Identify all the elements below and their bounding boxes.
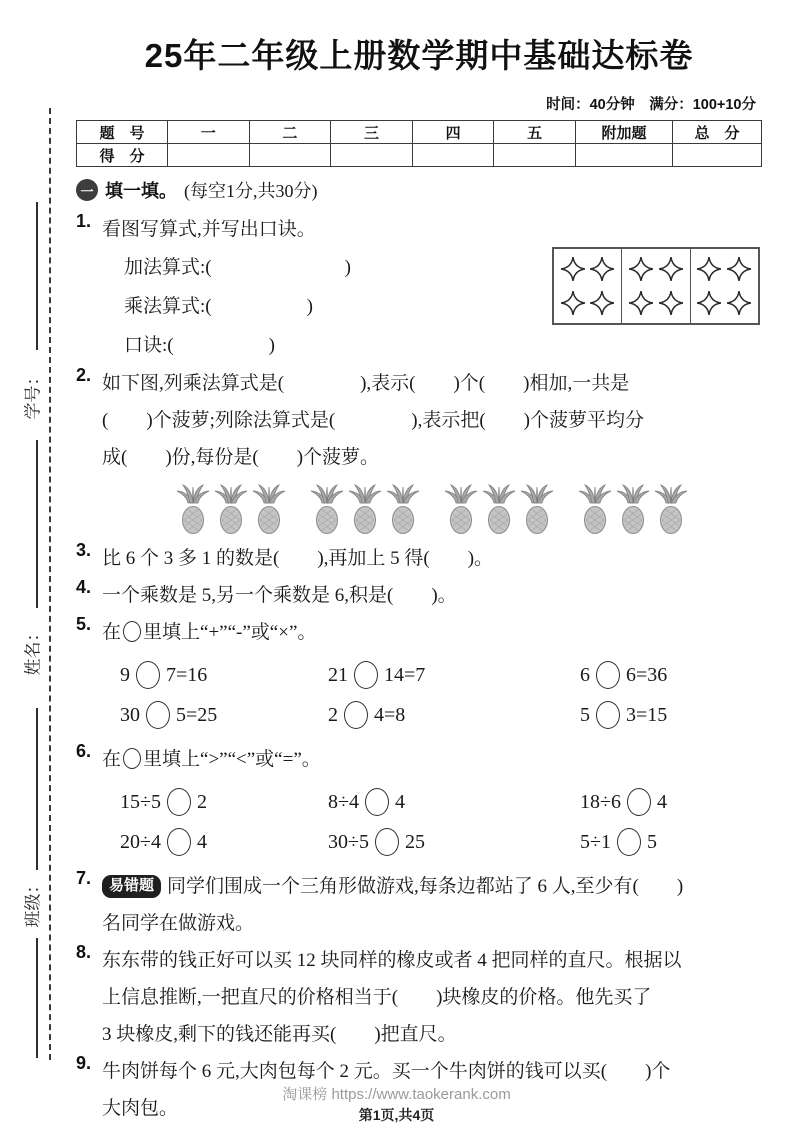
sparkle-star-icon [696,289,722,317]
seal-dashed-line [49,108,51,1060]
question-9-line2: 大肉包。 [102,1098,179,1119]
question-1-text: 看图写算式,并写出口诀。 [102,219,316,240]
time-score-meta: 时间：40分钟 满分：100+10分 [546,97,756,113]
question-1-number: 1. [76,211,92,231]
sparkle-star-icon [560,255,586,283]
eq-left: 5÷1 [580,830,611,853]
blank-circle-icon [136,661,160,689]
question-8-number: 8. [76,942,92,962]
seal-write-line [36,202,38,350]
question-8-line2: 上信息推断,一把直尺的价格相当于( )块橡皮的价格。他先买了 [102,987,652,1008]
class-label: 班级： [23,876,43,928]
page-title: 25年二年级上册数学期中基础达标卷 [144,37,694,74]
question-4 [76,577,762,614]
seal-strip [0,0,60,1133]
blank-circle-icon [146,701,170,729]
question-5-number: 5. [76,614,92,634]
q2-pineapple-diagram [102,482,762,538]
eq-left: 8÷4 [328,790,359,813]
section-1-header [76,177,762,203]
blank-circle-icon [365,788,389,816]
col-question-1: 一 [168,121,250,144]
question-3-text: 比 6 个 3 多 1 的数是( ),再加上 5 得( )。 [102,548,494,569]
sparkle-star-icon [628,255,654,283]
pineapple-icon [577,482,613,538]
blank-circle-icon [596,661,620,689]
score-table-score-row [77,144,762,167]
pineapple-icon [385,482,421,538]
equation [328,828,580,856]
question-8-line3: 3 块橡皮,剩下的钱还能再买( )把直尺。 [102,1024,457,1045]
blank-circle-icon [123,748,141,769]
eq-left: 2 [328,703,338,726]
eq-left: 6 [580,663,590,686]
question-6-number: 6. [76,741,92,761]
pineapple-icon [213,482,249,538]
eq-right: 14=7 [384,663,426,686]
q6-text-pre: 在 [102,749,122,770]
col-bonus: 附加题 [576,121,673,144]
equation [580,828,762,856]
pineapple-group [577,482,689,538]
score-cell [576,144,673,167]
question-8 [76,942,762,1053]
sparkle-star-icon [658,255,684,283]
blank-circle-icon [167,828,191,856]
pineapple-icon [251,482,287,538]
col-question-4: 四 [412,121,494,144]
score-table [76,120,762,167]
blank-circle-icon [375,828,399,856]
score-row-label: 得 分 [77,144,168,167]
blank-circle-icon [123,621,141,642]
q5-text-pre: 在 [102,622,122,643]
question-9-number: 9. [76,1053,92,1073]
sparkle-star-icon [726,255,752,283]
q1-koujue-blank: 口诀:( ) [124,335,275,356]
equation [580,788,762,816]
eq-left: 18÷6 [580,790,621,813]
question-1 [76,211,762,365]
question-3-number: 3. [76,540,92,560]
question-2-line2: ( )个菠萝;列除法算式是( ),表示把( )个菠萝平均分 [102,410,644,431]
equation [328,701,580,729]
eq-right: 25 [404,830,425,853]
q6-equations [102,788,762,856]
seal-write-line [36,440,38,608]
q1-addition-blank: 加法算式:( ) [124,257,351,278]
q7-text: 同学们围成一个三角形做游戏,每条边都站了 6 人,至少有( ) [167,876,684,897]
q5-equations [102,661,762,729]
student-number-label: 学号： [23,368,43,420]
pineapple-icon [481,482,517,538]
equation [328,661,580,689]
eq-left: 20÷4 [120,830,161,853]
star-cell [554,249,622,323]
q1-multiplication-blank: 乘法算式:( ) [124,296,313,317]
pineapple-icon [443,482,479,538]
pineapple-icon [615,482,651,538]
pineapple-icon [653,482,689,538]
equation [120,701,328,729]
question-7-line1 [102,868,762,905]
eq-right: 5=25 [176,703,218,726]
score-cell [412,144,494,167]
seal-write-line [36,938,38,1058]
question-7 [76,868,762,942]
score-cell [673,144,762,167]
score-cell [168,144,250,167]
pineapple-icon [519,482,555,538]
section-1-points-note: (每空1分,共30分) [184,181,318,201]
pineapple-group [443,482,555,538]
col-question-3: 三 [331,121,413,144]
blank-circle-icon [167,788,191,816]
sparkle-star-icon [726,289,752,317]
equation [120,828,328,856]
question-3 [76,540,762,577]
blank-circle-icon [344,701,368,729]
equation [120,661,328,689]
question-4-number: 4. [76,577,92,597]
q6-text-post: 里填上“>”“<”或“=”。 [143,749,321,770]
eq-right: 4 [656,790,667,813]
question-2-line1: 如下图,列乘法算式是( ),表示( )个( )相加,一共是 [102,373,630,394]
eq-left: 30÷5 [328,830,369,853]
star-cell [622,249,690,323]
blank-circle-icon [617,828,641,856]
page-footer [0,1083,793,1125]
q5-text-post: 里填上“+”“-”或“×”。 [143,622,317,643]
eq-right: 4 [394,790,405,813]
eq-right: 3=15 [626,703,668,726]
blank-circle-icon [596,701,620,729]
eq-right: 4=8 [374,703,406,726]
score-cell [249,144,331,167]
question-7-line2: 名同学在做游戏。 [102,913,255,934]
student-name-label: 姓名： [23,624,43,676]
sparkle-star-icon [589,255,615,283]
question-2-number: 2. [76,365,92,385]
footer-page-number: 第1页,共4页 [358,1107,435,1123]
eq-left: 15÷5 [120,790,161,813]
question-6-text [102,741,762,778]
exam-paper [76,0,762,1127]
col-total: 总 分 [673,121,762,144]
equation [580,661,762,689]
star-cell [691,249,758,323]
sparkle-star-icon [589,289,615,317]
equation [580,701,762,729]
score-cell [331,144,413,167]
section-1-title: 填一填。 [105,181,177,201]
section-1-number-icon: 一 [76,179,98,201]
eq-right: 7=16 [166,663,208,686]
question-2 [76,365,762,538]
blank-circle-icon [354,661,378,689]
question-7-number: 7. [76,868,92,888]
sparkle-star-icon [696,255,722,283]
col-question-2: 二 [249,121,331,144]
eq-right: 6=36 [626,663,668,686]
question-5 [76,614,762,729]
seal-write-line [36,708,38,870]
score-table-header-row [77,121,762,144]
question-9-line1: 牛肉饼每个 6 元,大肉包每个 2 元。买一个牛肉饼的钱可以买( )个 [102,1061,671,1082]
sparkle-star-icon [658,289,684,317]
eq-left: 9 [120,663,130,686]
question-5-text [102,614,762,651]
question-8-line1: 东东带的钱正好可以买 12 块同样的橡皮或者 4 把同样的直尺。根据以 [102,950,682,971]
pineapple-group [309,482,421,538]
eq-left: 30 [120,703,140,726]
col-question-5: 五 [494,121,576,144]
equation [120,788,328,816]
eq-left: 5 [580,703,590,726]
question-2-line3: 成( )份,每份是( )个菠萝。 [102,447,380,468]
blank-circle-icon [627,788,651,816]
score-table-corner: 题 号 [77,121,168,144]
pineapple-icon [347,482,383,538]
eq-right: 4 [196,830,207,853]
error-prone-badge: 易错题 [102,875,161,898]
pineapple-group [175,482,287,538]
sparkle-star-icon [628,289,654,317]
pineapple-icon [309,482,345,538]
eq-right: 2 [196,790,207,813]
score-cell [494,144,576,167]
eq-left: 21 [328,663,348,686]
equation [328,788,580,816]
footer-site-link[interactable]: 淘课榜 https://www.taokerank.com [282,1086,511,1103]
q1-star-diagram [552,247,760,325]
pineapple-icon [175,482,211,538]
question-4-text: 一个乘数是 5,另一个乘数是 6,积是( )。 [102,585,457,606]
sparkle-star-icon [560,289,586,317]
eq-right: 5 [646,830,657,853]
question-6 [76,741,762,856]
